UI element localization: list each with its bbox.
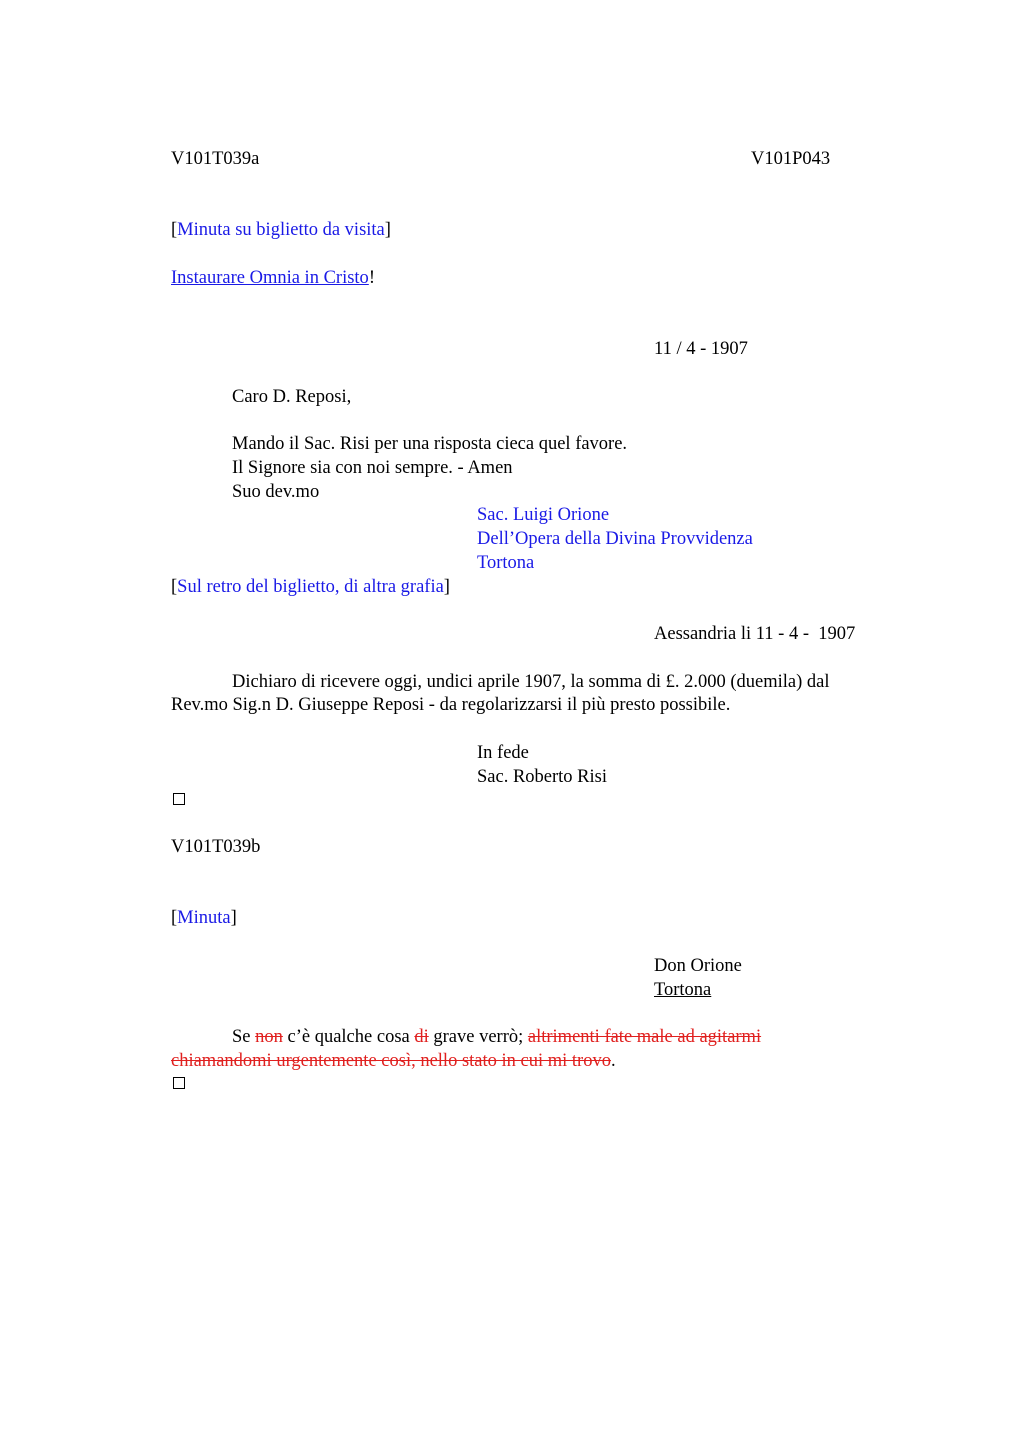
receipt-closing: In fede: [477, 743, 529, 763]
bracket-open: [: [171, 908, 178, 928]
letter-date: 11 / 4 - 1907: [654, 339, 748, 359]
bracket-close: ]: [384, 220, 391, 240]
receipt-date: Aessandria li 11 - 4 - 1907: [654, 624, 856, 644]
bracket-open: [: [171, 220, 178, 240]
minuta-line-2: [171, 1050, 616, 1072]
motto: [171, 267, 375, 289]
minuta-text: .: [610, 1051, 616, 1071]
motto-link[interactable]: Instaurare Omnia in Cristo: [171, 268, 369, 288]
section-end-box: [173, 1077, 185, 1089]
section-end-box: [173, 793, 185, 805]
editorial-note-retro: [171, 576, 450, 598]
receipt-signature: Sac. Roberto Risi: [477, 767, 608, 787]
addressee-place: Tortona: [654, 980, 712, 1000]
bracket-open: [: [171, 577, 178, 597]
editorial-note-text: Minuta su biglietto da visita: [177, 220, 385, 240]
bracket-close: ]: [443, 577, 450, 597]
editorial-note-text: Sul retro del biglietto, di altra grafia: [177, 577, 444, 597]
editorial-note-card: [171, 219, 391, 241]
deleted-text: non: [255, 1027, 283, 1047]
doc-code-right: V101P043: [751, 149, 831, 169]
bracket-close: ]: [230, 908, 237, 928]
signature-line: Tortona: [477, 553, 535, 573]
signature-line: Sac. Luigi Orione: [477, 505, 610, 525]
minuta-text: Se: [232, 1027, 256, 1047]
signature-line: Dell’Opera della Divina Provvidenza: [477, 529, 753, 549]
deleted-text: chiamandomi urgentemente così, nello stato in cui mi trovo: [171, 1051, 611, 1071]
motto-punct: !: [368, 268, 375, 288]
deleted-text: altrimenti fate male ad agitarmi: [527, 1027, 762, 1047]
letter-salutation: Caro D. Reposi,: [232, 387, 352, 407]
editorial-note-minuta: [171, 907, 237, 929]
receipt-line: Dichiaro di ricevere oggi, undici aprile 1907, la somma di £. 2.000 (duemila) dal: [232, 672, 830, 692]
minuta-text: grave verrò;: [428, 1027, 528, 1047]
deleted-text: di: [414, 1027, 429, 1047]
editorial-note-text: Minuta: [177, 908, 231, 928]
letter-body-line: Mando il Sac. Risi per una risposta cieca quel favore.: [232, 434, 628, 454]
receipt-line: Rev.mo Sig.n D. Giuseppe Reposi - da regolarizzarsi il più presto possibile.: [171, 695, 731, 715]
letter-body-line: Suo dev.mo: [232, 482, 320, 502]
addressee-name: Don Orione: [654, 956, 742, 976]
doc-code-left: V101T039a: [171, 149, 260, 169]
minuta-line-1: [232, 1026, 761, 1048]
minuta-text: c’è qualche cosa: [282, 1027, 415, 1047]
letter-body-line: Il Signore sia con noi sempre. - Amen: [232, 458, 513, 478]
doc-code-second: V101T039b: [171, 837, 261, 857]
